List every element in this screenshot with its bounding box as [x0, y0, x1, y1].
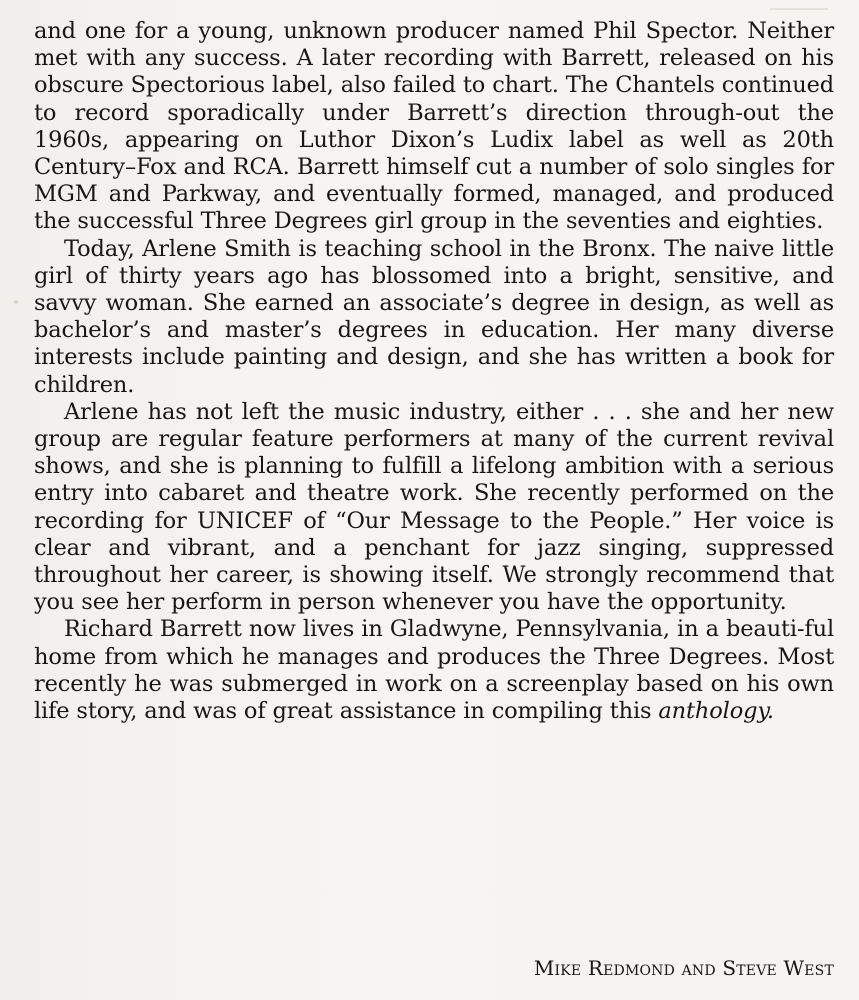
paragraph-2: Today, Arlene Smith is teaching school in the Bronx. The naive little girl of thirty years ago has blossomed into a bright, sensitive, and savvy woman. She earned an associate’s degree in design, as well as bachelor’s and master’s degrees in education. Her many diverse interests include painting and design, and she has written a book for children. — [34, 235, 834, 398]
paragraph-3: Arlene has not left the music industry, either . . . she and her new group are regular feature performers at many of the current revival shows, and she is planning to fulfill a lifelong ambition with a serious entry into cabaret and theatre work. She recently performed on the recording for UNICEF of “Our Message to the People.” Her voice is clear and vibrant, and a penchant for jazz singing, suppressed throughout her career, is showing itself. We strongly recommend that you see her perform in person whenever you have the opportunity. — [34, 398, 834, 616]
paragraph-4 — [34, 616, 834, 725]
paragraph-4-text: Richard Barrett now lives in Gladwyne, Pennsylvania, in a beauti-ful home from which he manages and produces the Three Degrees. Most recently he was submerged in work on a screenplay based on his own life story, and was of great assistance in compiling this — [34, 616, 834, 725]
closing-word: anthology. — [658, 698, 774, 725]
show-through-mark — [770, 8, 828, 10]
author-signature: Mike Redmond and Steve West — [533, 956, 834, 980]
paragraph-1: and one for a young, unknown producer named Phil Spector. Neither met with any success. A later recording with Barrett, released on his obscure Spectorious label, also failed to chart. The Chantels continued to record sporadically under Barrett’s direction through-out the 1960s, appearing on Luthor Dixon’s Ludix label as well as 20th Century–Fox and RCA. Barrett himself cut a number of solo singles for MGM and Parkway, and eventually formed, managed, and produced the successful Three Degrees girl group in the seventies and eighties. — [34, 18, 834, 235]
body-text — [34, 18, 834, 725]
paper-speck — [14, 300, 18, 304]
